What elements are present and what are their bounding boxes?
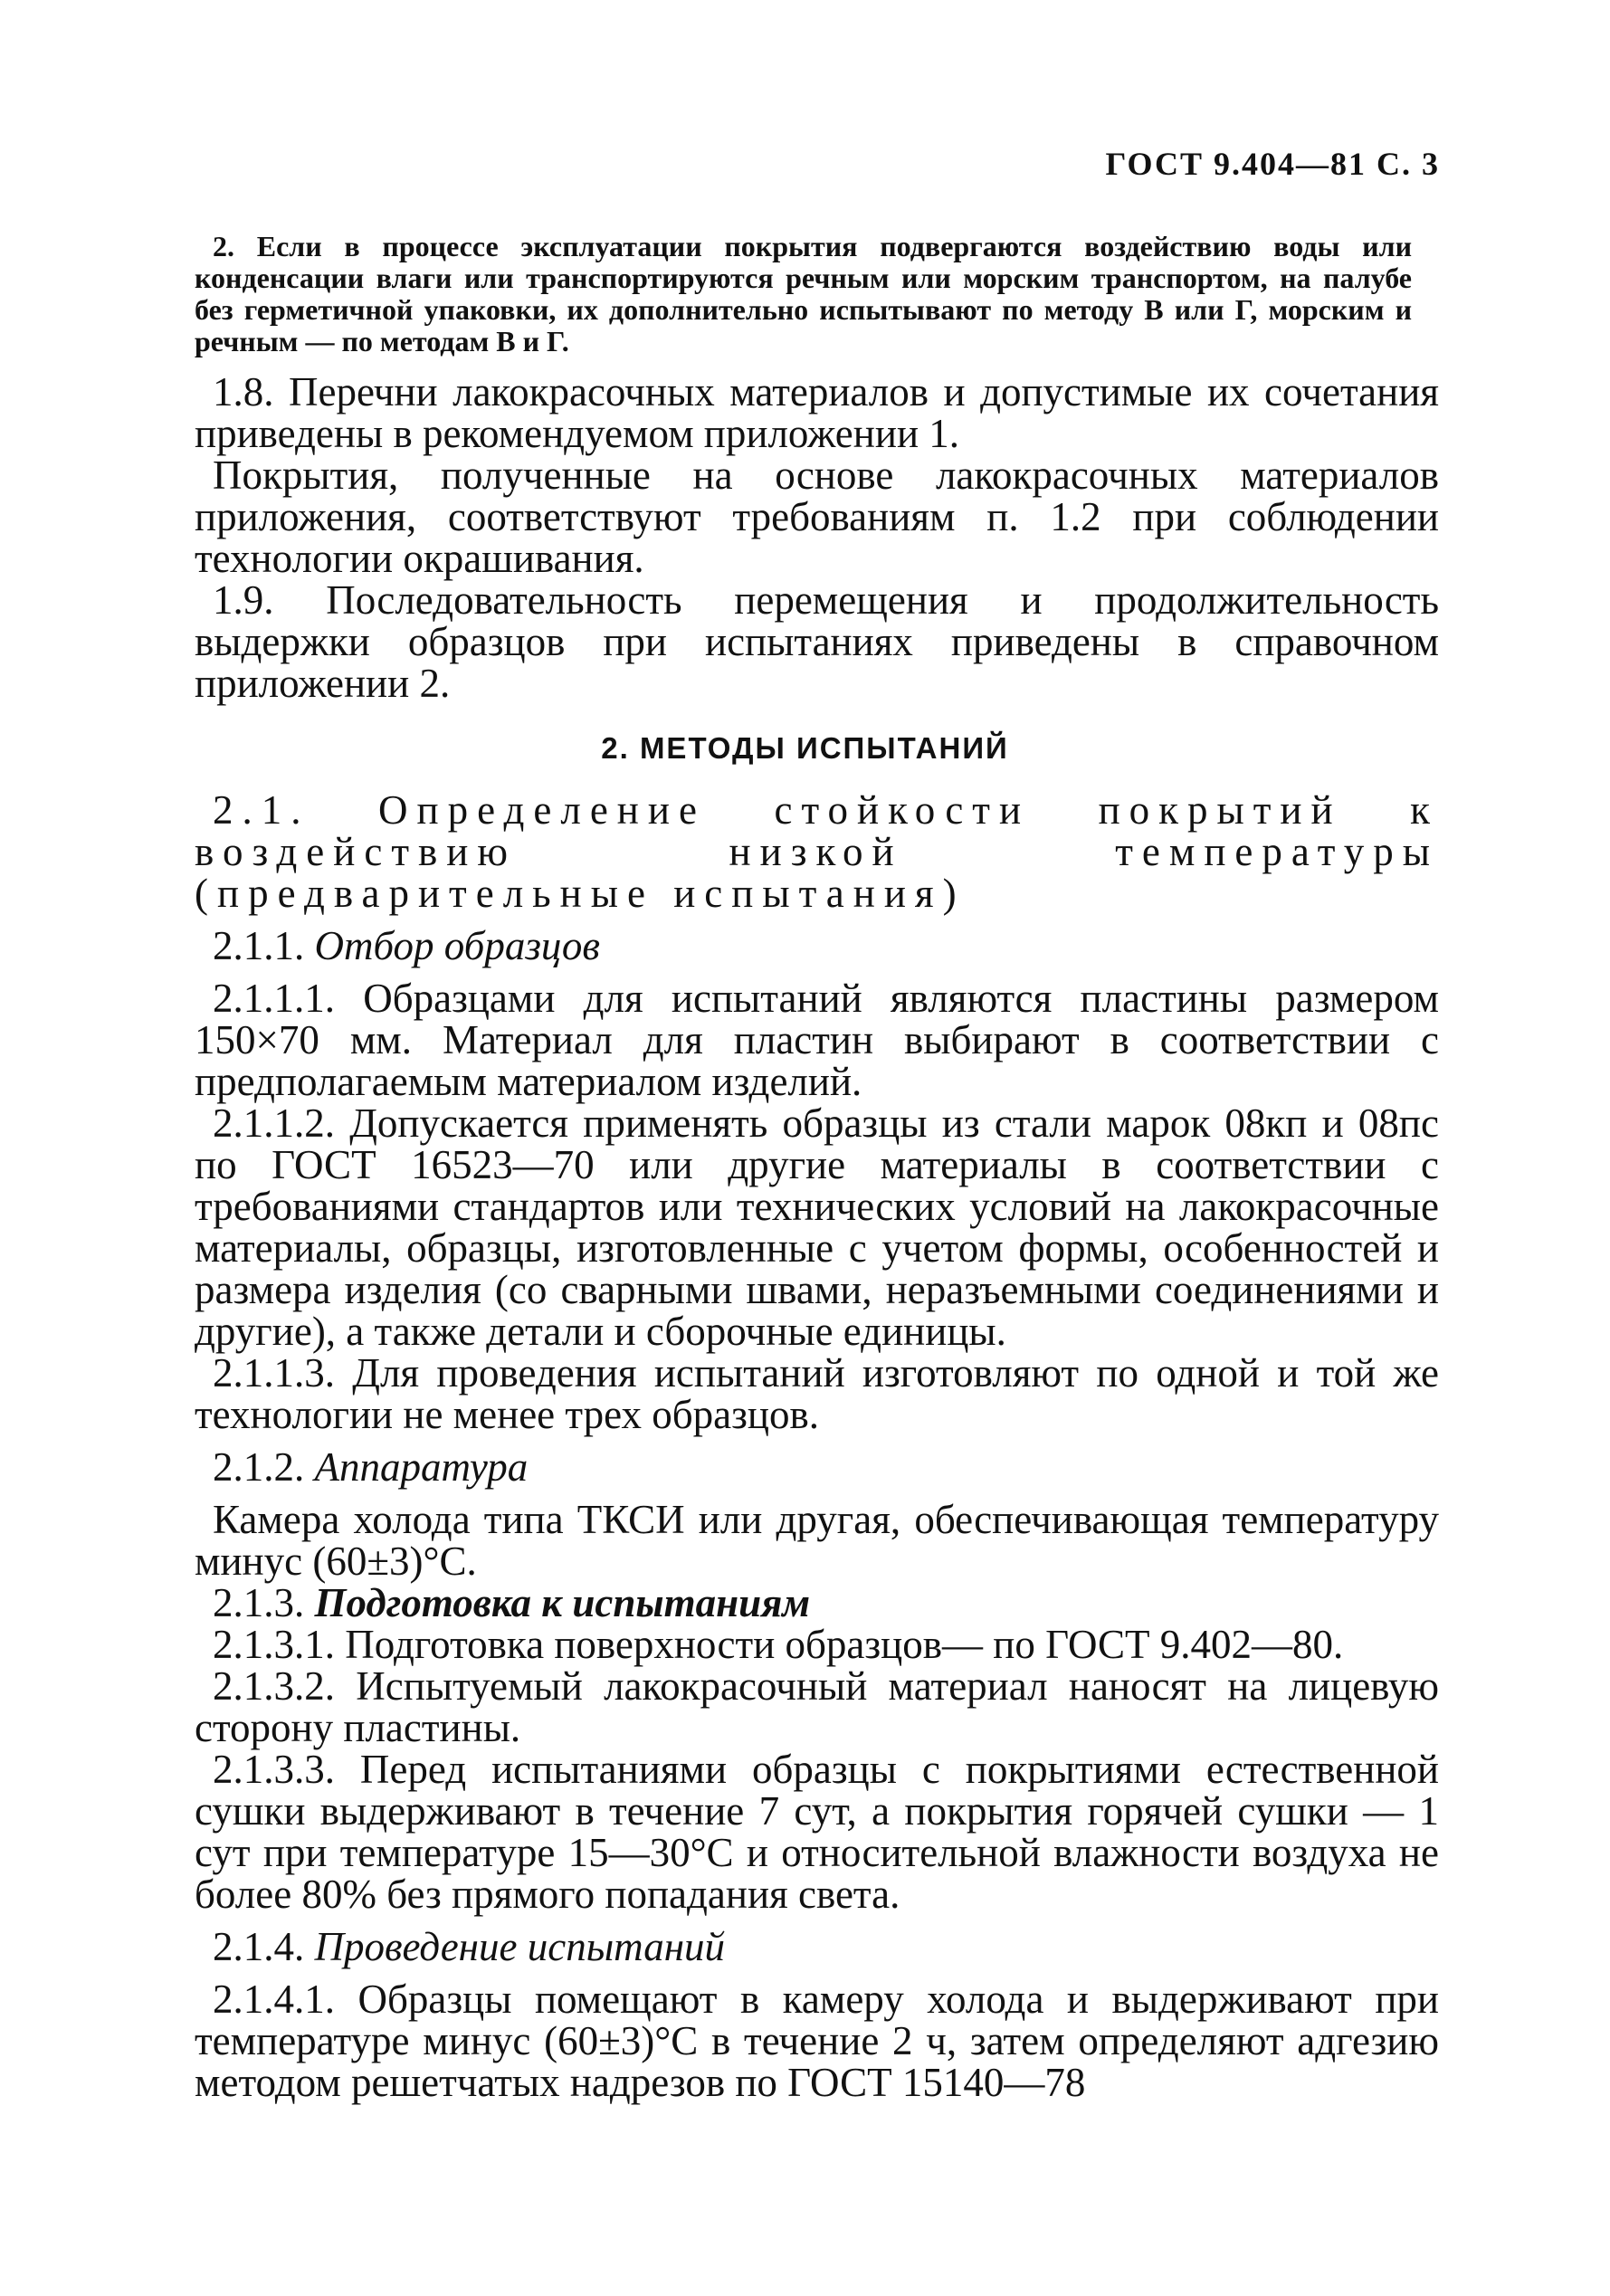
item-2-1-3-2: 2.1.3.2. Испытуемый лакокрасочный материал наносят на лицевую сторону пластины. (195, 1663, 1439, 1750)
paragraph-1-8: 1.8. Перечни лакокрасочных материалов и допустимые их сочетания приведены в рекомендуемом приложении 1. (195, 369, 1439, 456)
item-2-1-3-1: 2.1.3.1. Подготовка поверхности образцов— по ГОСТ 9.402—80. (213, 1622, 1344, 1667)
footnote-text: 2. Если в процессе эксплуатации покрытия подвергаются воздействию воды или конденсации влаги или транспортируются речным или морским транспортом, на палубе без герметичной упаковки, их дополнительно испытывают по методу В или Г, морским и речным — по методам В и Г. (195, 230, 1412, 357)
item-2-1-1-1: 2.1.1.1. Образцами для испытаний являются пластины размером 150×70 мм. Материал для пластин выбирают в соответствии с предполагаемым материалом изделий. (195, 976, 1439, 1104)
footnote-block (195, 231, 1412, 357)
subsection-title: Подготовка к испытаниям (314, 1580, 811, 1625)
subsection-number: 2.1.1. (213, 923, 305, 968)
item-2-1-1-2: 2.1.1.2. Допускается применять образцы из стали марок 08кп и 08пс по ГОСТ 16523—70 или другие материалы в соответствии с требованиями стандартов или технических условий на лакокрасочные материалы, образцы, изготовленные с учетом формы, особенностей и размера изделия (со сварными швами, неразъемными соединениями и другие), а также детали и сборочные единицы. (195, 1100, 1439, 1354)
intro-paragraphs (195, 371, 1439, 704)
subsection-number: 2.1.2. (213, 1444, 305, 1490)
subsection-2-1-2 (195, 1446, 1439, 1488)
subsection-2-1-3 (195, 1582, 1439, 1624)
item-2-1-1-3: 2.1.1.3. Для проведения испытаний изготовляют по одной и той же технологии не менее трех образцов. (195, 1350, 1439, 1437)
subsection-title: Проведение испытаний (314, 1924, 726, 1969)
subsection-2-1-4 (195, 1926, 1439, 1967)
paragraph-1-9: 1.9. Последовательность перемещения и продолжительность выдержки образцов при испытаниях приведены в справочном приложении 2. (195, 577, 1439, 706)
section-2-content (195, 789, 1439, 2103)
apparatus-text: Камера холода типа ТКСИ или другая, обеспечивающая температуру минус (60±3)°С. (195, 1497, 1439, 1584)
subsection-2-1: 2.1. Определение стойкости покрытий к воздействию низкой температуры (предварительные испытания) (195, 787, 1439, 916)
subsection-2-1-1 (195, 925, 1439, 967)
subsection-number: 2.1.3. (213, 1580, 305, 1625)
subsection-number: 2.1.4. (213, 1924, 305, 1969)
section-title: 2. МЕТОДЫ ИСПЫТАНИЙ (601, 731, 1009, 765)
item-2-1-4-1: 2.1.4.1. Образцы помещают в камеру холода и выдерживают при температуре минус (60±3)°С в течение 2 ч, затем определяют адгезию методом решетчатых надрезов по ГОСТ 15140—78 (195, 1977, 1439, 2105)
subsection-title: Аппаратура (314, 1444, 529, 1490)
subsection-title: Отбор образцов (314, 923, 600, 968)
page-header: ГОСТ 9.404—81 С. 3 (1105, 146, 1440, 182)
item-2-1-3-3: 2.1.3.3. Перед испытаниями образцы с покрытиями естественной сушки выдерживают в течение 7 сут, а покрытия горячей сушки — 1 сут при температуре 15—30°С и относительной влажности воздуха не более 80% без прямого попадания света. (195, 1747, 1439, 1917)
paragraph-coatings: Покрытия, полученные на основе лакокрасочных материалов приложения, соответствуют требованиям п. 1.2 при соблюдении технологии окрашивания. (195, 453, 1439, 581)
